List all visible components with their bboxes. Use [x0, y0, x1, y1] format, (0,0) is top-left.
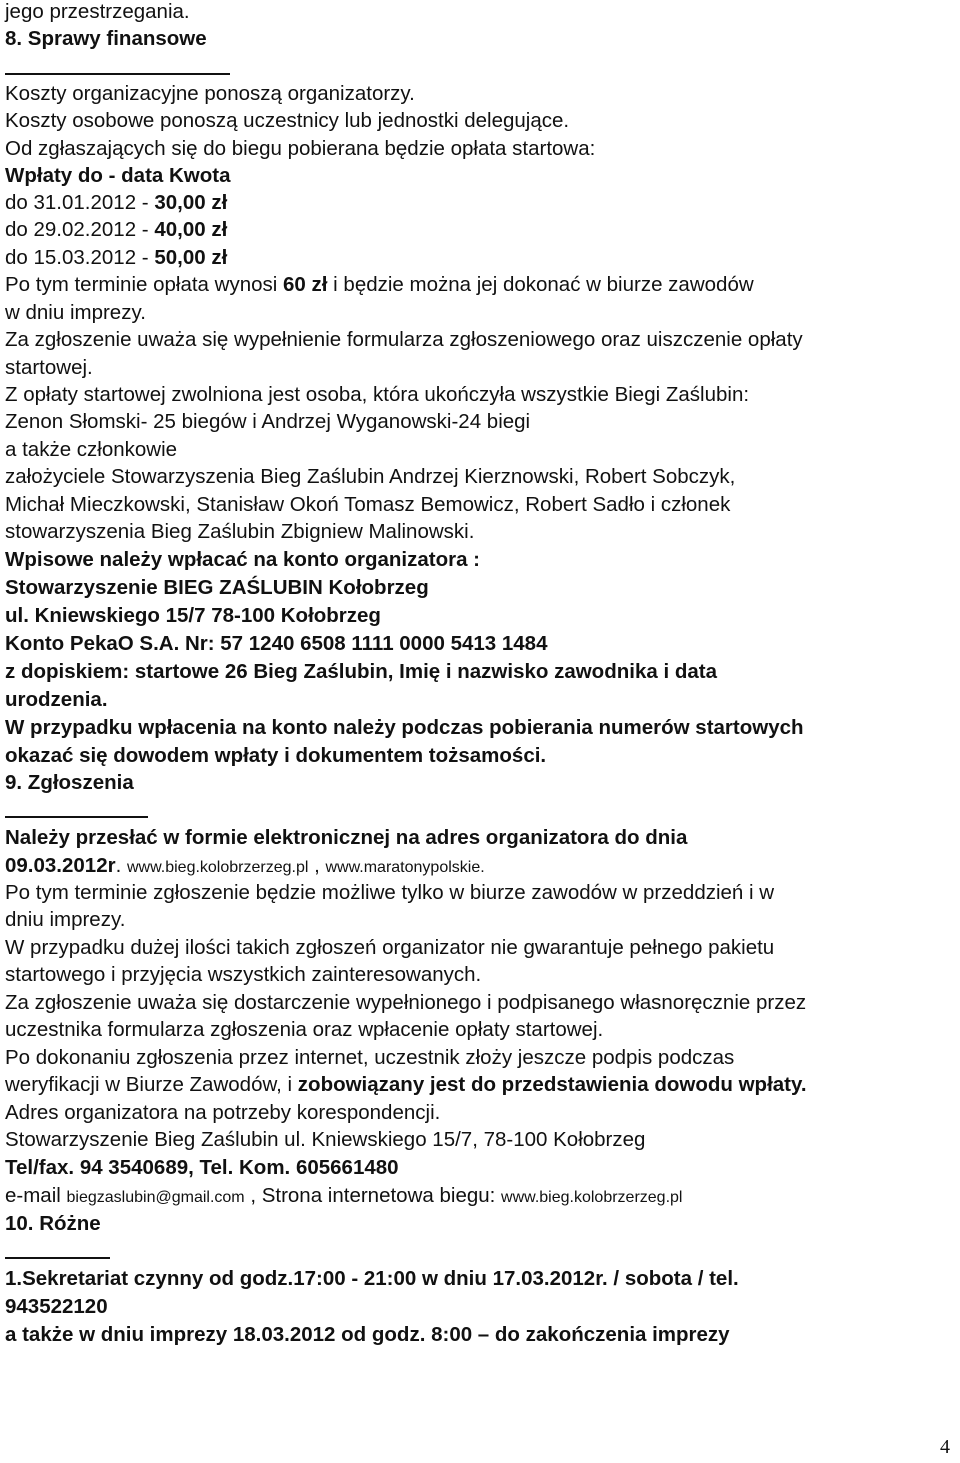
section-8-rule: [5, 73, 230, 75]
late-fee-text: Po tym terminie opłata wynosi: [5, 273, 284, 296]
section-9-heading: 9. Zgłoszenia: [5, 771, 134, 794]
secretariat-line: 1.Sekretariat czynny od godz.17:00 - 21:00 w dniu 17.03.2012r. / sobota / tel.: [5, 1267, 739, 1290]
registration-text: Po dokonaniu zgłoszenia przez internet, uczestnik złoży jeszcze podpis podczas: [5, 1046, 735, 1069]
fee-table-header: Wpłaty do - data Kwota: [5, 164, 231, 187]
bank-account: Konto PekaO S.A. Nr: 57 1240 6508 1111 0000 5413 1484: [5, 632, 548, 655]
registration-text: uczestnika formularza zgłoszenia oraz wpłacenie opłaty startowej.: [5, 1018, 604, 1041]
registration-text: W przypadku dużej ilości takich zgłoszeń organizator nie gwarantuje pełnego pakietu: [5, 936, 775, 959]
section-10-rule: [5, 1257, 110, 1259]
payment-line: W przypadku wpłacenia na konto należy podczas pobierania numerów startowych: [5, 716, 804, 739]
exemption-line: stowarzyszenia Bieg Zaślubin Zbigniew Malinowski.: [5, 520, 475, 543]
fee-date: do 31.01.2012 -: [5, 191, 155, 214]
registration-text: [5, 1073, 807, 1097]
section-10-heading: 10. Różne: [5, 1212, 101, 1235]
verification-text-bold: zobowiązany jest do przedstawienia dowodu wpłaty.: [297, 1073, 807, 1096]
page-number: 4: [940, 1436, 950, 1458]
costs-personal: Koszty osobowe ponoszą uczestnicy lub jednostki delegujące.: [5, 109, 570, 132]
section-9-rule: [5, 816, 148, 818]
separator: ,: [308, 854, 326, 877]
separator: .: [115, 854, 127, 877]
fee-amount: 30,00 zł: [154, 191, 228, 214]
fee-date: do 29.02.2012 -: [5, 218, 155, 241]
payment-line: Wpisowe należy wpłacać na konto organizatora :: [5, 548, 481, 571]
payment-line: ul. Kniewskiego 15/7 78-100 Kołobrzeg: [5, 604, 381, 627]
fee-date: do 15.03.2012 -: [5, 246, 155, 269]
registration-condition: Za zgłoszenie uważa się wypełnienie formularza zgłoszeniowego oraz uiszczenie opłaty: [5, 328, 803, 351]
registration-text: Po tym terminie zgłoszenie będzie możliwe tylko w biurze zawodów w przeddzień i w: [5, 881, 775, 904]
late-fee-amount: 60 zł: [283, 273, 328, 296]
exemption-line: Z opłaty startowej zwolniona jest osoba, która ukończyła wszystkie Biegi Zaślubin:: [5, 383, 750, 406]
late-fee-text-end: i będzie można jej dokonać w biurze zawodów: [327, 273, 754, 296]
section-8-heading: 8. Sprawy finansowe: [5, 27, 207, 50]
deadline-date: 09.03.2012r: [5, 854, 116, 877]
fee-row: [5, 246, 227, 270]
link-bieg[interactable]: www.bieg.kolobrzerzeg.pl: [126, 859, 309, 876]
exemption-line: a także członkowie: [5, 438, 178, 461]
fee-row: [5, 218, 227, 242]
exemption-line: Zenon Słomski- 25 biegów i Andrzej Wyganowski-24 biegi: [5, 410, 531, 433]
fee-row: [5, 191, 227, 215]
fee-amount: 40,00 zł: [154, 218, 228, 241]
website-link[interactable]: www.bieg.kolobrzerzeg.pl: [501, 1189, 683, 1206]
registration-links: [5, 854, 485, 880]
registration-text: dniu imprezy.: [5, 908, 126, 931]
registration-text: Za zgłoszenie uważa się dostarczenie wypełnionego i podpisanego własnoręcznie przez: [5, 991, 807, 1014]
contact-line: [5, 1184, 682, 1210]
costs-organizational: Koszty organizacyjne ponoszą organizatorzy.: [5, 82, 415, 105]
fee-amount: 50,00 zł: [154, 246, 228, 269]
payment-line: Stowarzyszenie BIEG ZAŚLUBIN Kołobrzeg: [5, 576, 429, 599]
late-fee-line: [5, 273, 754, 297]
exemption-line: założyciele Stowarzyszenia Bieg Zaślubin Andrzej Kierznowski, Robert Sobczyk,: [5, 465, 736, 488]
payment-line: urodzenia.: [5, 688, 108, 711]
address-label: Adres organizatora na potrzeby korespondencji.: [5, 1101, 441, 1124]
secretariat-phone: 943522120: [5, 1295, 108, 1318]
continuation-text: jego przestrzegania.: [5, 0, 190, 23]
organizer-address: Stowarzyszenie Bieg Zaślubin ul. Kniewskiego 15/7, 78-100 Kołobrzeg: [5, 1128, 646, 1151]
exemption-line: Michał Mieczkowski, Stanisław Okoń Tomasz Bemowicz, Robert Sadło i członek: [5, 493, 731, 516]
secretariat-event-day: a także w dniu imprezy 18.03.2012 od godz. 8:00 – do zakończenia imprezy: [5, 1323, 730, 1346]
late-fee-line-2: w dniu imprezy.: [5, 301, 146, 324]
email-label: e-mail: [5, 1184, 67, 1207]
payment-line: okazać się dowodem wpłaty i dokumentem tożsamości.: [5, 744, 547, 767]
verification-text: weryfikacji w Biurze Zawodów, i: [5, 1073, 298, 1096]
fee-intro: Od zgłaszających się do biegu pobierana będzie opłata startowa:: [5, 137, 596, 160]
registration-deadline: Należy przesłać w formie elektronicznej na adres organizatora do dnia: [5, 826, 688, 849]
registration-condition-2: startowej.: [5, 356, 93, 379]
website-label: , Strona internetowa biegu:: [244, 1184, 502, 1207]
phone-line: Tel/fax. 94 3540689, Tel. Kom. 605661480: [5, 1156, 399, 1179]
email-link[interactable]: biegzaslubin@gmail.com: [66, 1189, 245, 1206]
registration-text: startowego i przyjęcia wszystkich zainteresowanych.: [5, 963, 482, 986]
link-maratony[interactable]: www.maratonypolskie.: [325, 859, 485, 876]
payment-line: z dopiskiem: startowe 26 Bieg Zaślubin, Imię i nazwisko zawodnika i data: [5, 660, 717, 683]
